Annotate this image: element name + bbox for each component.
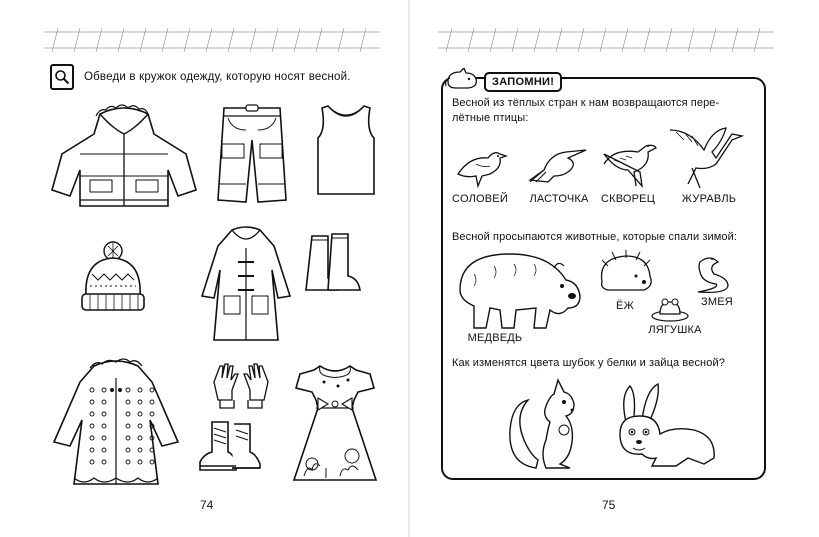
hibernating-animals-text: Весной просыпаются животные, которые спали зимой: <box>452 231 738 243</box>
text-line: лётные птицы: <box>452 112 529 124</box>
bear-icon <box>454 250 584 330</box>
snake-icon <box>690 254 736 294</box>
hare-icon <box>606 382 718 470</box>
memo-badge-label: ЗАПОМНИ! <box>484 72 562 92</box>
right-page <box>410 0 819 537</box>
gloves-icon[interactable] <box>210 362 272 412</box>
knit-hat-icon[interactable] <box>78 240 148 314</box>
animal-label: МЕДВЕДЬ <box>467 332 523 344</box>
task-instruction <box>50 64 351 90</box>
starling-icon <box>600 140 658 190</box>
ankle-boots-icon[interactable] <box>198 420 264 474</box>
squirrel-icon <box>506 378 590 474</box>
bird-label: СОЛОВЕЙ <box>452 193 508 205</box>
crane-icon <box>666 124 748 194</box>
frog-icon <box>650 292 690 322</box>
hedgehog-icon <box>596 252 654 296</box>
rubber-boots-icon[interactable] <box>302 232 364 294</box>
trousers-icon[interactable] <box>212 104 292 204</box>
bird-label: СКВОРЕЦ <box>600 193 656 205</box>
page-number: 74 <box>200 498 214 512</box>
dress-icon[interactable] <box>290 360 380 484</box>
handwriting-ruling <box>438 28 774 52</box>
fur-trimmed-coat-icon[interactable] <box>50 360 182 488</box>
bird-label: ЖУРАВЛЬ <box>681 193 737 205</box>
left-page <box>0 0 409 537</box>
swallow-icon <box>528 150 588 184</box>
page-number: 75 <box>602 498 616 512</box>
winter-jacket-icon[interactable] <box>50 104 198 212</box>
magnifier-icon <box>50 64 74 90</box>
animal-label: ЛЯГУШКА <box>648 324 702 336</box>
task-text: Обведи в кружок одежду, которую носят весной. <box>84 71 351 83</box>
cat-icon <box>444 68 480 95</box>
duffle-coat-icon[interactable] <box>198 226 294 342</box>
handwriting-ruling <box>44 28 380 52</box>
migratory-birds-text <box>452 96 762 126</box>
nightingale-icon <box>454 148 510 188</box>
bird-label: ЛАСТОЧКА <box>529 193 589 205</box>
memo-badge <box>444 68 562 95</box>
tank-top-icon[interactable] <box>314 104 378 196</box>
animal-label: ЁЖ <box>616 300 634 312</box>
animal-label: ЗМЕЯ <box>701 296 733 308</box>
question-text: Как изменятся цвета шубок у белки и зайца весной? <box>452 357 725 369</box>
text-line: Весной из тёплых стран к нам возвращаются пере- <box>452 97 720 109</box>
